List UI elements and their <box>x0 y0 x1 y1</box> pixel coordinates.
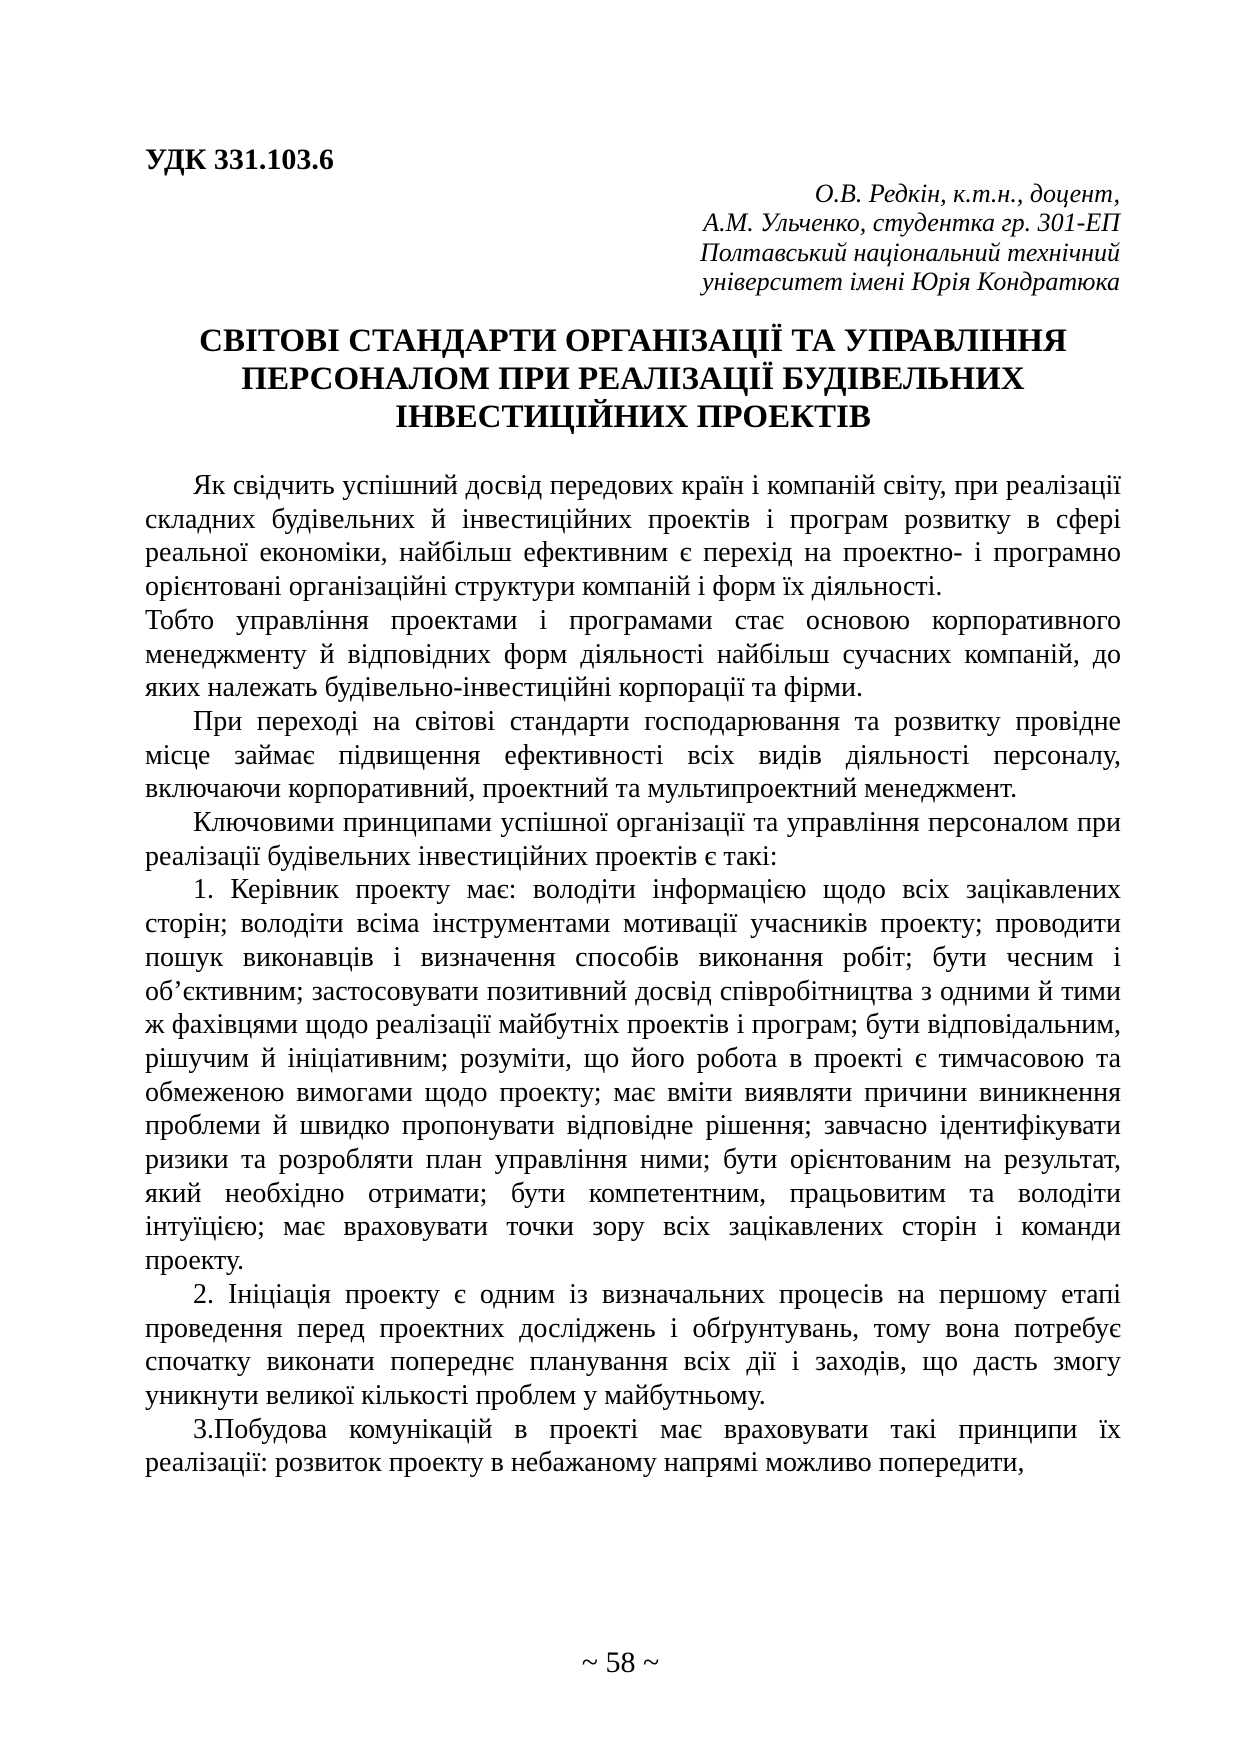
article-title <box>145 322 1121 436</box>
author-line-1: О.В. Редкін, к.т.н., доцент, <box>814 179 1120 208</box>
body-paragraph-5: 1. Керівник проекту має: володіти інформацією щодо всіх зацікавлених сторін; володіти всіма інструментами мотивації учасників проекту; проводити пошук виконавців і визначення способів виконання робіт; бути чесним і об’єктивним; застосовувати позитивний досвід співробітництва з одними й тими ж фахівцями щодо реалізації майбутніх проектів і програм; бути відповідальним, рішучим й ініціативним; розуміти, що його робота в проекті є тимчасовою та обмеженою вимогами щодо проекту; має вміти виявляти причини виникнення проблеми й швидко пропонувати відповідне рішення; завчасно ідентифікувати ризики та розробляти план управління ними; бути орієнтованим на результат, який необхідно отримати; бути компетентним, працьовитим та володіти інтуїцією; має враховувати точки зору всіх зацікавлених сторін і команди проекту. <box>145 874 1121 1277</box>
body-paragraph-6: 2. Ініціація проекту є одним із визначальних процесів на першому етапі проведення перед проектних досліджень і обґрунтувань, тому вона потребує спочатку виконати попереднє планування всіх дії і заходів, що дасть змогу уникнути великої кількості проблем у майбутньому. <box>145 1278 1121 1411</box>
article-title-line-1: СВІТОВІ СТАНДАРТИ ОРГАНІЗАЦІЇ ТА УПРАВЛІННЯ <box>199 323 1067 359</box>
article-body <box>145 469 1121 1480</box>
body-paragraph-7: 3.Побудова комунікацій в проекті має враховувати такі принципи їх реалізації: розвиток проекту в небажаному напрямі можливо попередити, <box>145 1413 1121 1479</box>
body-paragraph-1: Як свідчить успішний досвід передових країн і компаній світу, при реалізації складних будівельних й інвестиційних проектів і програм розвитку в сфері реальної економіки, найбільш ефективним є перехід на проектно- і програмно орієнтовані організаційні структури компаній і форм їх діяльності. <box>145 470 1121 603</box>
article-title-line-2: ПЕРСОНАЛОМ ПРИ РЕАЛІЗАЦІЇ БУДІВЕЛЬНИХ <box>241 361 1025 397</box>
udc-code: УДК 331.103.6 <box>145 143 334 176</box>
body-paragraph-4: Ключовими принципами успішної організації та управління персоналом при реалізації будівельних інвестиційних проектів є такі: <box>145 807 1121 872</box>
affiliation-line-2: університет імені Юрія Кондратюка <box>702 267 1120 297</box>
article-title-line-3: ІНВЕСТИЦІЙНИХ ПРОЕКТІВ <box>395 399 871 435</box>
author-line-2: А.М. Ульченко, студентка гр. 301-ЕП <box>703 208 1120 238</box>
authors-block <box>700 179 1120 297</box>
body-paragraph-3: При переході на світові стандарти господарювання та розвитку провідне місце займає підвищення ефективності всіх видів діяльності персоналу, включаючи корпоративний, проектний та мультипроектний менеджмент. <box>145 705 1121 805</box>
page-number: ~ 58 ~ <box>581 1646 660 1679</box>
body-paragraph-2: Тобто управління проектами і програмами стає основою корпоративного менеджменту й відповідних форм діяльності найбільш сучасних компаній, до яких належать будівельно-інвестиційні корпорації та фірми. <box>145 604 1121 704</box>
affiliation-line-1: Полтавський національний технічний <box>699 237 1120 267</box>
